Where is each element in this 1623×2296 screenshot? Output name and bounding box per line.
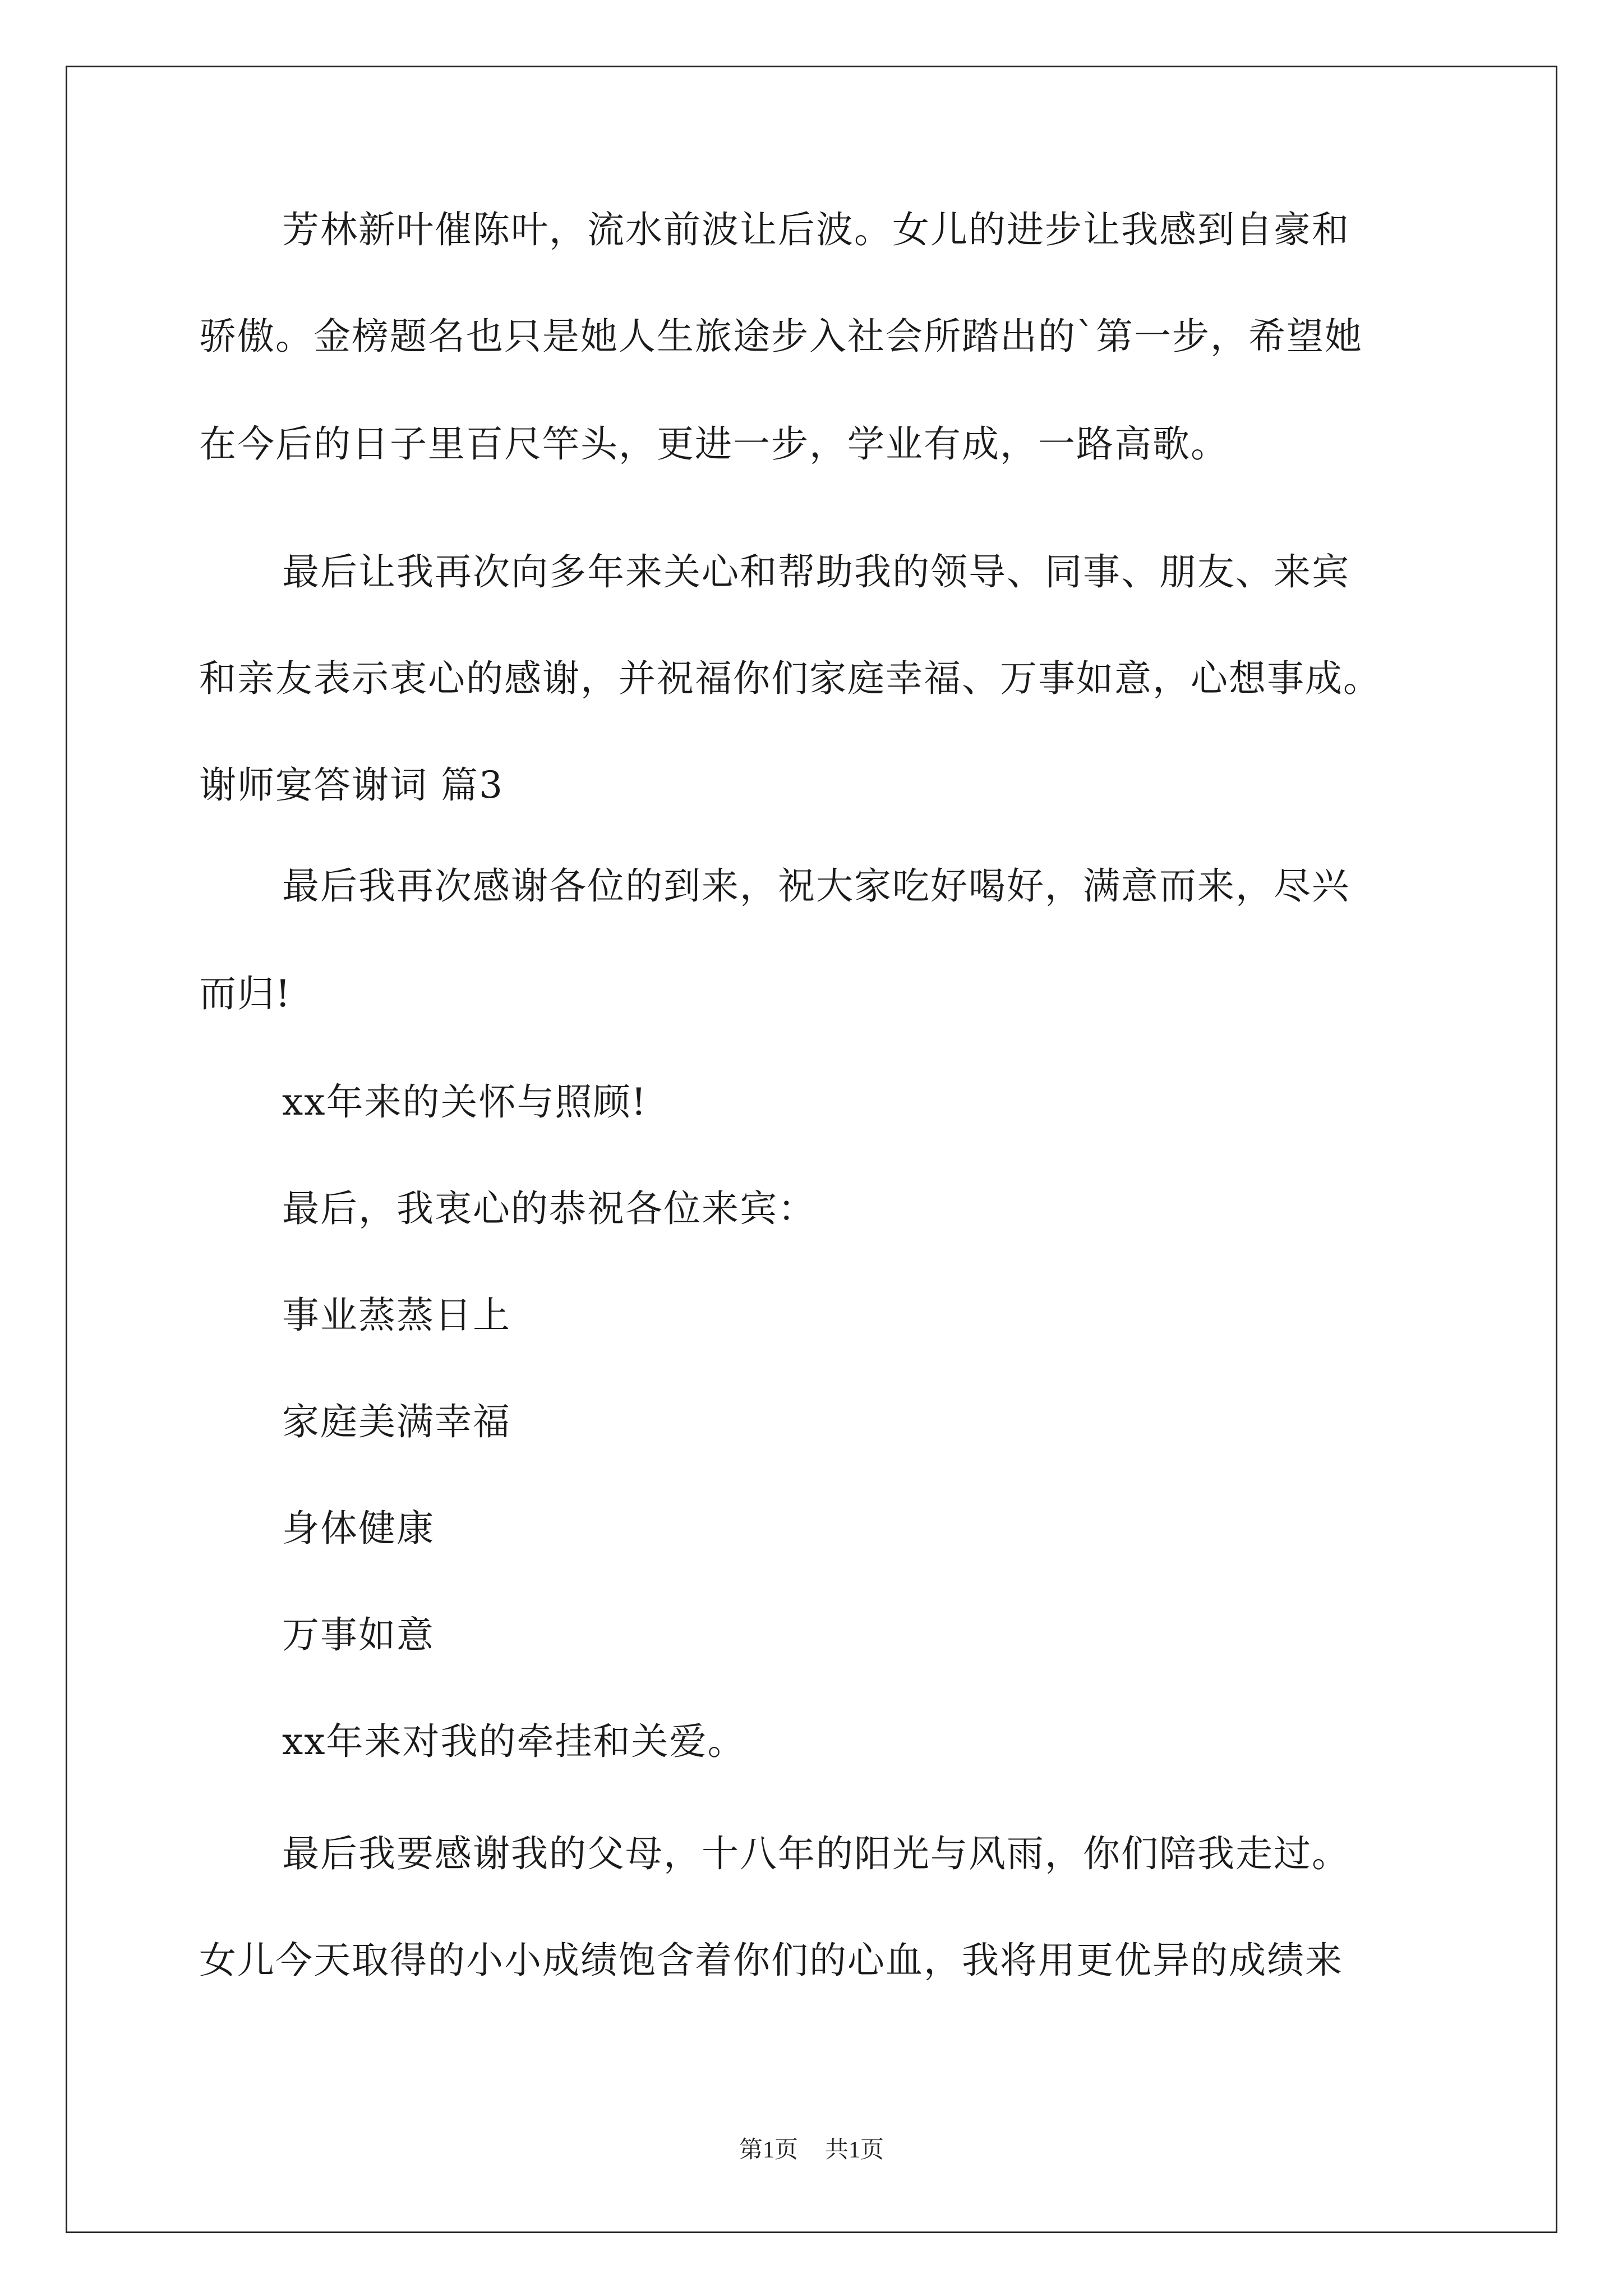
page-number: 第1页: [739, 2137, 798, 2163]
text-line-11: 事业蒸蒸日上: [282, 1294, 511, 1337]
text-line-7: 最后我再次感谢各位的到来，祝大家吃好喝好，满意而来，尽兴: [282, 864, 1350, 908]
text-line-13: 身体健康: [282, 1507, 435, 1550]
section-heading: 谢师宴答谢词 篇3: [199, 763, 504, 807]
text-line-15: xx年来对我的牵挂和关爱。: [282, 1720, 746, 1763]
text-line-14: 万事如意: [282, 1613, 435, 1657]
page-total: 共1页: [825, 2137, 884, 2163]
text-line-1: 芳林新叶催陈叶，流水前波让后波。女儿的进步让我感到自豪和: [282, 208, 1350, 251]
text-line-8: 而归!: [199, 972, 292, 1015]
text-line-3: 在今后的日子里百尺竿头，更进一步，学业有成，一路高歌。: [199, 422, 1229, 466]
text-line-12: 家庭美满幸福: [282, 1400, 511, 1443]
page-frame: [66, 66, 1557, 2233]
text-line-10: 最后，我衷心的恭祝各位来宾：: [282, 1187, 816, 1230]
text-line-17: 女儿今天取得的小小成绩饱含着你们的心血，我将用更优异的成绩来: [199, 1939, 1343, 1982]
page-footer: [0, 2134, 1623, 2166]
text-line-5: 和亲友表示衷心的感谢，并祝福你们家庭幸福、万事如意，心想事成。: [199, 657, 1381, 700]
text-line-4: 最后让我再次向多年来关心和帮助我的领导、同事、朋友、来宾: [282, 550, 1350, 593]
text-line-16: 最后我要感谢我的父母，十八年的阳光与风雨，你们陪我走过。: [282, 1832, 1350, 1875]
text-line-9: xx年来的关怀与照顾!: [282, 1080, 647, 1124]
text-line-2: 骄傲。金榜题名也只是她人生旅途步入社会所踏出的`第一步，希望她: [199, 315, 1363, 358]
